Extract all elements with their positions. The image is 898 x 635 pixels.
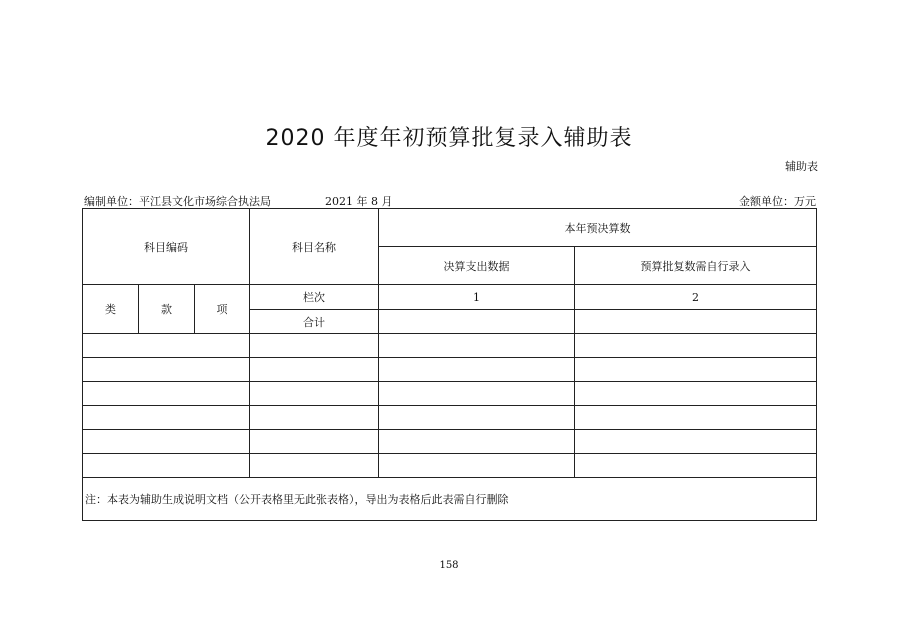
table-row xyxy=(83,406,817,430)
table-cell xyxy=(575,454,817,478)
lanci-1: 1 xyxy=(379,285,575,310)
report-date: 2021 年 8 月 xyxy=(325,195,393,208)
table-cell xyxy=(250,406,379,430)
table-cell xyxy=(83,430,250,454)
table-cell xyxy=(250,454,379,478)
table-cell xyxy=(250,358,379,382)
total-final-cell xyxy=(379,310,575,334)
table-cell xyxy=(575,334,817,358)
budget-table xyxy=(82,208,817,521)
table-cell xyxy=(250,382,379,406)
header-lei: 类 xyxy=(83,285,139,334)
header-subject-code: 科目编码 xyxy=(83,209,250,285)
table-cell xyxy=(250,430,379,454)
header-kuan: 款 xyxy=(139,285,195,334)
table-cell xyxy=(575,358,817,382)
header-budget-approval: 预算批复数需自行录入 xyxy=(575,247,817,285)
lanci-2: 2 xyxy=(575,285,817,310)
table-cell xyxy=(250,334,379,358)
table-row xyxy=(83,334,817,358)
lanci-label: 栏次 xyxy=(250,285,379,310)
table-row xyxy=(83,358,817,382)
document-title: 2020 年度年初预算批复录入辅助表 xyxy=(265,126,633,151)
table-cell xyxy=(379,406,575,430)
table-cell xyxy=(83,406,250,430)
total-budget-cell xyxy=(575,310,817,334)
table-row xyxy=(83,454,817,478)
header-final-expenditure: 决算支出数据 xyxy=(379,247,575,285)
table-cell xyxy=(575,430,817,454)
compiling-unit: 编制单位：平江县文化市场综合执法局 xyxy=(84,195,271,208)
table-cell xyxy=(379,454,575,478)
table-cell xyxy=(379,382,575,406)
page-number: 158 xyxy=(439,560,459,571)
table-tag: 辅助表 xyxy=(785,160,818,173)
table-row xyxy=(83,382,817,406)
table-cell xyxy=(379,430,575,454)
table-cell xyxy=(379,358,575,382)
table-cell xyxy=(575,406,817,430)
header-xiang: 项 xyxy=(195,285,250,334)
table-cell xyxy=(83,358,250,382)
table-cell xyxy=(83,454,250,478)
table-cell xyxy=(379,334,575,358)
total-label: 合计 xyxy=(250,310,379,334)
table-note: 注：本表为辅助生成说明文档（公开表格里无此张表格），导出为表格后此表需自行删除 xyxy=(83,478,817,521)
table-cell xyxy=(575,382,817,406)
table-cell xyxy=(83,334,250,358)
table-cell xyxy=(83,382,250,406)
table-row xyxy=(83,430,817,454)
header-year-budget: 本年预决算数 xyxy=(379,209,817,247)
header-subject-name: 科目名称 xyxy=(250,209,379,285)
amount-unit: 金额单位：万元 xyxy=(739,195,816,208)
